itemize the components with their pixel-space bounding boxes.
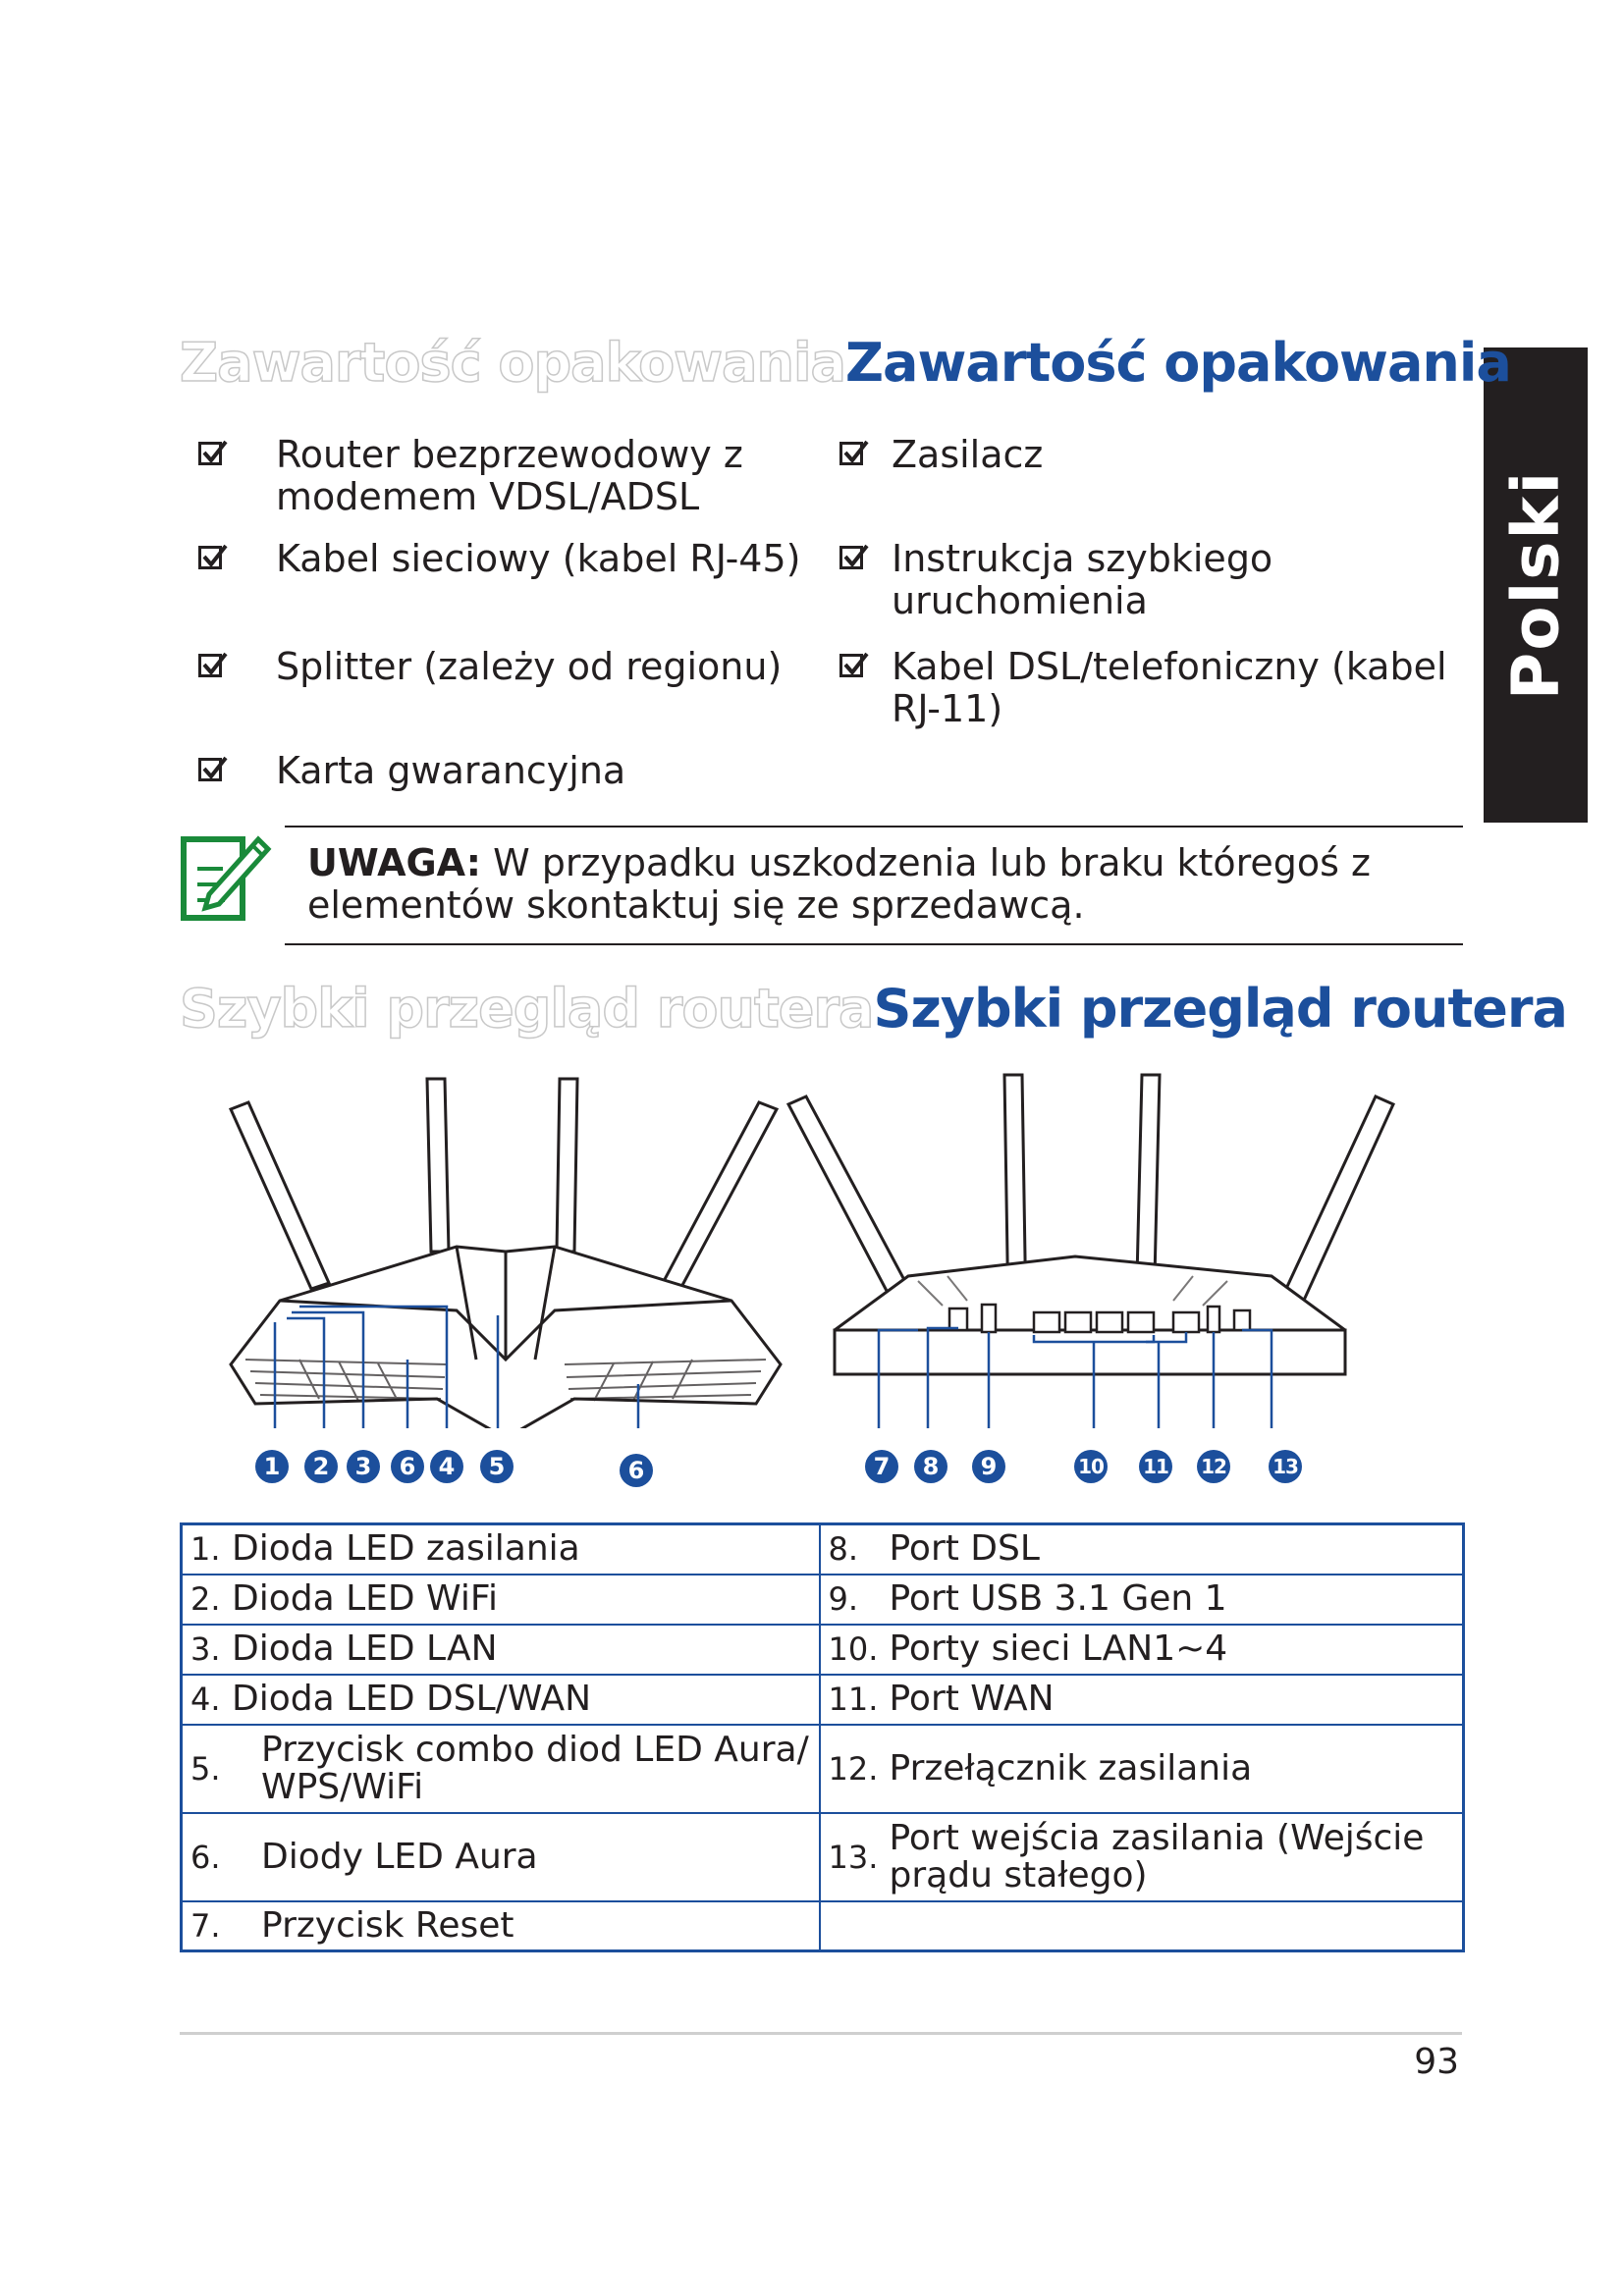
overview-heading-row — [180, 978, 1567, 1040]
package-item-line: Kabel sieciowy (kabel RJ-45) — [276, 537, 801, 580]
router-back-illustration — [781, 1065, 1399, 1432]
note-label: UWAGA: — [307, 841, 481, 884]
item-number: 5. — [190, 1749, 221, 1788]
checkbox-icon — [198, 546, 222, 569]
note-icon — [180, 829, 272, 930]
table-cell — [182, 1524, 820, 1575]
package-item-line: Instrukcja szybkiego — [892, 537, 1273, 580]
table-cell — [182, 1725, 820, 1813]
checkbox-icon — [198, 758, 222, 781]
package-item-quick-start-guide — [892, 538, 1272, 622]
table-cell — [820, 1524, 1464, 1575]
table-row — [182, 1901, 1464, 1951]
table-row — [182, 1675, 1464, 1725]
callout-10: 10 — [1074, 1450, 1108, 1483]
parts-table — [180, 1522, 1465, 1952]
item-label: Dioda LED WiFi — [231, 1578, 498, 1619]
note-line-1-text: W przypadku uszkodzenia lub braku któregoś z — [480, 841, 1371, 884]
table-row — [182, 1625, 1464, 1675]
table-row — [182, 1725, 1464, 1813]
callout-12: 12 — [1197, 1450, 1230, 1483]
callout-6: 6 — [620, 1454, 653, 1487]
table-cell — [182, 1813, 820, 1901]
table-cell — [182, 1575, 820, 1625]
item-number: 1. — [190, 1530, 221, 1569]
contents-heading-ghost: Zawartość opakowania — [180, 332, 845, 394]
package-item-dsl-cable — [892, 646, 1447, 730]
item-label: Dioda LED LAN — [231, 1629, 498, 1669]
item-number: 10. — [828, 1630, 879, 1668]
item-number: 7. — [190, 1906, 221, 1945]
callout-7: 7 — [865, 1450, 898, 1483]
item-label: Przełącznik zasilania — [889, 1747, 1253, 1789]
item-label: Diody LED Aura — [261, 1836, 538, 1877]
item-label: Przycisk combo diod LED Aura/ WPS/WiFi — [261, 1729, 809, 1807]
item-label: Port WAN — [889, 1679, 1055, 1719]
item-number: 2. — [190, 1580, 221, 1618]
item-number: 3. — [190, 1630, 221, 1668]
language-tab-label: Polski — [1497, 469, 1574, 701]
callout-1: 1 — [255, 1450, 289, 1483]
table-cell — [182, 1675, 820, 1725]
overview-heading: Szybki przegląd routera — [873, 978, 1567, 1040]
package-item-line: Splitter (zależy od regionu) — [276, 645, 783, 688]
note-line-1 — [307, 842, 1371, 884]
package-item-line: Kabel DSL/telefoniczny (kabel — [892, 645, 1447, 688]
package-item-router — [276, 434, 743, 518]
table-row — [182, 1575, 1464, 1625]
footer-rule — [180, 2032, 1462, 2035]
item-label: Dioda LED zasilania — [231, 1528, 580, 1570]
table-cell — [182, 1625, 820, 1675]
callout-13: 13 — [1269, 1450, 1302, 1483]
item-number: 9. — [828, 1580, 859, 1618]
contents-heading: Zawartość opakowania — [844, 332, 1511, 394]
package-item-line: Router bezprzewodowy z — [276, 433, 743, 476]
package-item-line: RJ-11) — [892, 687, 1003, 730]
package-item-ethernet-cable — [276, 538, 801, 580]
package-item-line: modemem VDSL/ADSL — [276, 475, 700, 518]
callout-5: 5 — [480, 1450, 514, 1483]
table-cell — [182, 1901, 820, 1951]
note-bottom-rule — [285, 943, 1463, 945]
checkbox-icon — [839, 546, 863, 569]
table-cell — [820, 1813, 1464, 1901]
table-cell — [820, 1725, 1464, 1813]
callout-6: 6 — [391, 1450, 424, 1483]
note-line-2: elementów skontaktuj się ze sprzedawcą. — [307, 883, 1085, 927]
item-number: 8. — [828, 1530, 859, 1569]
contents-heading-row — [180, 332, 1511, 394]
table-row — [182, 1524, 1464, 1575]
callout-2: 2 — [304, 1450, 338, 1483]
table-cell — [820, 1901, 1464, 1951]
item-number: 4. — [190, 1681, 221, 1718]
package-item-line: Zasilacz — [892, 433, 1044, 476]
item-number: 13. — [828, 1838, 879, 1876]
table-cell — [820, 1675, 1464, 1725]
callout-3: 3 — [347, 1450, 380, 1483]
note-top-rule — [285, 826, 1463, 828]
item-label: Przycisk Reset — [261, 1904, 514, 1946]
router-front-illustration — [221, 1065, 790, 1432]
item-number: 11. — [828, 1681, 879, 1718]
checkbox-icon — [839, 654, 863, 677]
package-item-power-adapter — [892, 434, 1043, 476]
item-number: 6. — [190, 1838, 221, 1876]
package-item-line: uruchomienia — [892, 579, 1148, 622]
item-label: Port USB 3.1 Gen 1 — [889, 1578, 1227, 1619]
package-item-line: Karta gwarancyjna — [276, 749, 626, 792]
item-label: Port wejścia zasilania (Wejście prądu stałego) — [889, 1817, 1425, 1896]
checkbox-icon — [839, 442, 863, 465]
callout-9: 9 — [972, 1450, 1005, 1483]
item-label: Porty sieci LAN1~4 — [889, 1629, 1228, 1669]
package-item-warranty-card — [276, 750, 625, 792]
checkbox-icon — [198, 654, 222, 677]
page-number: 93 — [1414, 2042, 1459, 2082]
package-item-splitter — [276, 646, 782, 688]
callout-11: 11 — [1139, 1450, 1172, 1483]
item-label: Port DSL — [889, 1528, 1040, 1570]
callout-8: 8 — [914, 1450, 947, 1483]
language-tab — [1484, 347, 1588, 823]
item-number: 12. — [828, 1749, 879, 1788]
note-text — [307, 842, 1371, 927]
checkbox-icon — [198, 442, 222, 465]
overview-heading-ghost: Szybki przegląd routera — [180, 978, 874, 1040]
table-row — [182, 1813, 1464, 1901]
item-label: Dioda LED DSL/WAN — [231, 1679, 591, 1719]
table-cell — [820, 1625, 1464, 1675]
table-cell — [820, 1575, 1464, 1625]
callout-4: 4 — [430, 1450, 463, 1483]
